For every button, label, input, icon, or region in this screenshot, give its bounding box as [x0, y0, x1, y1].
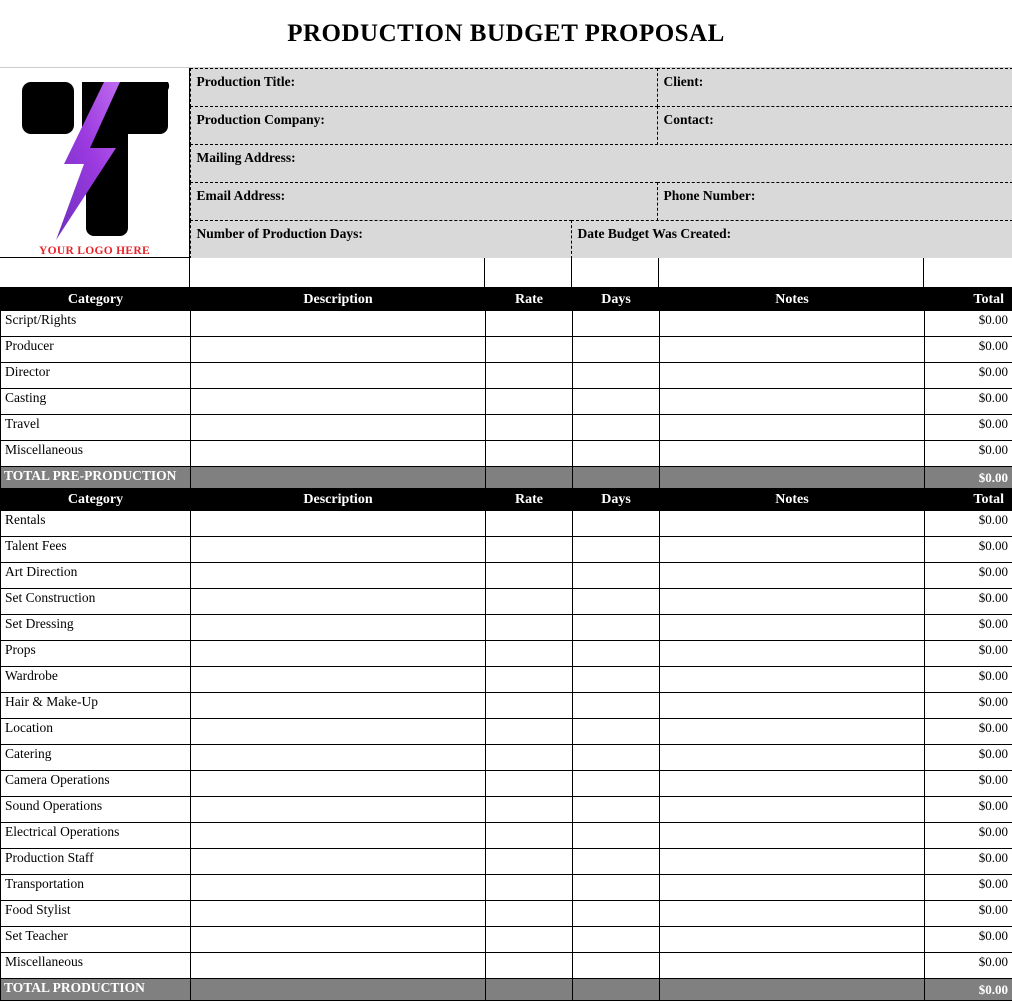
cell-notes[interactable] — [660, 797, 925, 823]
cell-category: Food Stylist — [1, 901, 191, 927]
field-mailing-address[interactable]: Mailing Address: — [190, 144, 1012, 183]
cell-days[interactable] — [573, 537, 660, 563]
spacer-cell — [572, 258, 659, 287]
cell-total: $0.00 — [925, 589, 1012, 615]
cell-total: $0.00 — [925, 745, 1012, 771]
cell-notes[interactable] — [660, 589, 925, 615]
cell-rate[interactable] — [486, 745, 573, 771]
cell-notes[interactable] — [660, 693, 925, 719]
cell-notes[interactable] — [660, 615, 925, 641]
header-field-row — [190, 106, 1012, 144]
cell-notes[interactable] — [660, 363, 925, 389]
section-total-blank-rate — [486, 979, 573, 1001]
cell-category: Props — [1, 641, 191, 667]
cell-total: $0.00 — [925, 363, 1012, 389]
section-total-row — [1, 467, 1012, 489]
cell-notes[interactable] — [660, 389, 925, 415]
table-row — [1, 311, 1012, 337]
cell-days[interactable] — [573, 615, 660, 641]
column-header-rate: Rate — [486, 489, 573, 511]
cell-total: $0.00 — [925, 337, 1012, 363]
column-header-rate: Rate — [486, 289, 573, 311]
cell-total: $0.00 — [925, 849, 1012, 875]
cell-category: Rentals — [1, 511, 191, 537]
cell-rate[interactable] — [486, 771, 573, 797]
cell-category: Hair & Make-Up — [1, 693, 191, 719]
cell-days[interactable] — [573, 641, 660, 667]
cell-description[interactable] — [191, 823, 486, 849]
cell-description[interactable] — [191, 953, 486, 979]
section-total-blank-desc — [191, 467, 486, 489]
cell-days[interactable] — [573, 693, 660, 719]
cell-category: Art Direction — [1, 563, 191, 589]
cell-notes[interactable] — [660, 641, 925, 667]
cell-total: $0.00 — [925, 563, 1012, 589]
cell-total: $0.00 — [925, 693, 1012, 719]
cell-total: $0.00 — [925, 511, 1012, 537]
cell-total: $0.00 — [925, 441, 1012, 467]
field-production-company[interactable]: Production Company: — [190, 106, 658, 145]
table-row — [1, 389, 1012, 415]
cell-description[interactable] — [191, 693, 486, 719]
cell-rate[interactable] — [486, 875, 573, 901]
table-row — [1, 927, 1012, 953]
cell-total: $0.00 — [925, 953, 1012, 979]
cell-description[interactable] — [191, 745, 486, 771]
cell-total: $0.00 — [925, 797, 1012, 823]
cell-rate[interactable] — [486, 589, 573, 615]
cell-rate[interactable] — [486, 927, 573, 953]
cell-total: $0.00 — [925, 875, 1012, 901]
logo-caption: YOUR LOGO HERE — [39, 245, 150, 257]
cell-days[interactable] — [573, 797, 660, 823]
cell-rate[interactable] — [486, 389, 573, 415]
table-row — [1, 511, 1012, 537]
header-field-row — [190, 182, 1012, 220]
cell-category: Set Construction — [1, 589, 191, 615]
cell-rate[interactable] — [486, 719, 573, 745]
section-total-blank-days — [573, 979, 660, 1001]
cell-description[interactable] — [191, 849, 486, 875]
header-field-row — [190, 220, 1012, 258]
cell-description[interactable] — [191, 511, 486, 537]
cell-rate[interactable] — [486, 823, 573, 849]
cell-category: Location — [1, 719, 191, 745]
cell-days[interactable] — [573, 311, 660, 337]
header-field-row — [190, 144, 1012, 182]
cell-description[interactable] — [191, 537, 486, 563]
cell-category: Transportation — [1, 875, 191, 901]
section-total-blank-notes — [660, 467, 925, 489]
table-row — [1, 953, 1012, 979]
cell-notes[interactable] — [660, 901, 925, 927]
cell-notes[interactable] — [660, 537, 925, 563]
cell-notes[interactable] — [660, 311, 925, 337]
cell-description[interactable] — [191, 875, 486, 901]
cell-days[interactable] — [573, 389, 660, 415]
cell-days[interactable] — [573, 337, 660, 363]
cell-category: Camera Operations — [1, 771, 191, 797]
cell-notes[interactable] — [660, 337, 925, 363]
cell-rate[interactable] — [486, 797, 573, 823]
cell-days[interactable] — [573, 667, 660, 693]
cell-rate[interactable] — [486, 693, 573, 719]
cell-category: Producer — [1, 337, 191, 363]
field-phone-number[interactable]: Phone Number: — [657, 182, 1012, 221]
cell-total: $0.00 — [925, 311, 1012, 337]
cell-notes[interactable] — [660, 849, 925, 875]
cell-rate[interactable] — [486, 641, 573, 667]
cell-rate[interactable] — [486, 615, 573, 641]
section-total-blank-days — [573, 467, 660, 489]
cell-description[interactable] — [191, 441, 486, 467]
cell-description[interactable] — [191, 667, 486, 693]
cell-total: $0.00 — [925, 389, 1012, 415]
cell-days[interactable] — [573, 363, 660, 389]
cell-notes[interactable] — [660, 823, 925, 849]
cell-notes[interactable] — [660, 441, 925, 467]
cell-description[interactable] — [191, 797, 486, 823]
cell-rate[interactable] — [486, 415, 573, 441]
table-row — [1, 745, 1012, 771]
field-production-title[interactable]: Production Title: — [190, 68, 658, 107]
cell-total: $0.00 — [925, 719, 1012, 745]
cell-days[interactable] — [573, 849, 660, 875]
cell-description[interactable] — [191, 415, 486, 441]
field-contact[interactable]: Contact: — [657, 106, 1012, 145]
header-fields — [190, 68, 1012, 258]
cell-description[interactable] — [191, 927, 486, 953]
cell-days[interactable] — [573, 441, 660, 467]
cell-rate[interactable] — [486, 563, 573, 589]
cell-category: Electrical Operations — [1, 823, 191, 849]
cell-rate[interactable] — [486, 849, 573, 875]
cell-notes[interactable] — [660, 667, 925, 693]
cell-days[interactable] — [573, 563, 660, 589]
cell-category: Talent Fees — [1, 537, 191, 563]
table-row — [1, 615, 1012, 641]
page-title: PRODUCTION BUDGET PROPOSAL — [287, 19, 725, 47]
spacer-cell — [924, 258, 1012, 287]
cell-category: Miscellaneous — [1, 441, 191, 467]
title-bar — [0, 0, 1012, 68]
cell-days[interactable] — [573, 719, 660, 745]
cell-notes[interactable] — [660, 875, 925, 901]
cell-notes[interactable] — [660, 745, 925, 771]
table-row — [1, 563, 1012, 589]
column-header-total: Total — [925, 489, 1012, 511]
cell-days[interactable] — [573, 901, 660, 927]
section-total-row — [1, 979, 1012, 1001]
cell-description[interactable] — [191, 363, 486, 389]
table-row — [1, 719, 1012, 745]
cell-rate[interactable] — [486, 953, 573, 979]
table-row — [1, 537, 1012, 563]
cell-rate[interactable] — [486, 901, 573, 927]
cell-total: $0.00 — [925, 823, 1012, 849]
cell-category: Casting — [1, 389, 191, 415]
cell-category: Set Teacher — [1, 927, 191, 953]
cell-category: Director — [1, 363, 191, 389]
cell-rate[interactable] — [486, 311, 573, 337]
cell-notes[interactable] — [660, 771, 925, 797]
cell-description[interactable] — [191, 641, 486, 667]
table-row — [1, 589, 1012, 615]
table-row — [1, 667, 1012, 693]
cell-days[interactable] — [573, 875, 660, 901]
logo-cell — [0, 68, 190, 258]
section-total-blank-notes — [660, 979, 925, 1001]
cell-days[interactable] — [573, 823, 660, 849]
table-row — [1, 849, 1012, 875]
section-total-blank-desc — [191, 979, 486, 1001]
cell-category: Sound Operations — [1, 797, 191, 823]
column-header-days: Days — [573, 289, 660, 311]
table-row — [1, 641, 1012, 667]
section-total-blank-rate — [486, 467, 573, 489]
cell-days[interactable] — [573, 953, 660, 979]
table-row — [1, 441, 1012, 467]
cell-days[interactable] — [573, 927, 660, 953]
cell-days[interactable] — [573, 745, 660, 771]
budget-table — [0, 288, 1012, 1001]
table-row — [1, 875, 1012, 901]
header-field-row — [190, 68, 1012, 106]
cell-total: $0.00 — [925, 615, 1012, 641]
column-header-description: Description — [191, 489, 486, 511]
column-header-category: Category — [1, 489, 191, 511]
cell-category: Catering — [1, 745, 191, 771]
header-info-block — [0, 68, 1012, 258]
cell-description[interactable] — [191, 563, 486, 589]
cell-rate[interactable] — [486, 667, 573, 693]
spacer-cell — [485, 258, 572, 287]
spacer-cell — [0, 258, 190, 287]
table-row — [1, 337, 1012, 363]
column-header-description: Description — [191, 289, 486, 311]
cell-days[interactable] — [573, 415, 660, 441]
table-header-row — [1, 489, 1012, 511]
table-row — [1, 693, 1012, 719]
column-header-category: Category — [1, 289, 191, 311]
cell-description[interactable] — [191, 771, 486, 797]
column-header-total: Total — [925, 289, 1012, 311]
cell-total: $0.00 — [925, 771, 1012, 797]
column-header-notes: Notes — [660, 289, 925, 311]
section-total-label: TOTAL PRE-PRODUCTION — [1, 467, 191, 489]
cell-notes[interactable] — [660, 563, 925, 589]
cell-days[interactable] — [573, 771, 660, 797]
cell-total: $0.00 — [925, 927, 1012, 953]
cell-notes[interactable] — [660, 415, 925, 441]
table-row — [1, 771, 1012, 797]
cell-description[interactable] — [191, 719, 486, 745]
cell-total: $0.00 — [925, 667, 1012, 693]
field-client[interactable]: Client: — [657, 68, 1012, 107]
cell-total: $0.00 — [925, 641, 1012, 667]
cell-total: $0.00 — [925, 415, 1012, 441]
cell-category: Wardrobe — [1, 667, 191, 693]
field-date-budget-created[interactable]: Date Budget Was Created: — [571, 220, 1012, 259]
cell-category: Travel — [1, 415, 191, 441]
cell-days[interactable] — [573, 589, 660, 615]
spacer-row — [0, 258, 1012, 288]
cell-notes[interactable] — [660, 511, 925, 537]
section-total-label: TOTAL PRODUCTION — [1, 979, 191, 1001]
cell-notes[interactable] — [660, 719, 925, 745]
cell-rate[interactable] — [486, 537, 573, 563]
cell-category: Set Dressing — [1, 615, 191, 641]
cell-description[interactable] — [191, 389, 486, 415]
spacer-cell — [190, 258, 485, 287]
cell-total: $0.00 — [925, 901, 1012, 927]
cell-description[interactable] — [191, 337, 486, 363]
cell-category: Miscellaneous — [1, 953, 191, 979]
table-row — [1, 363, 1012, 389]
cell-total: $0.00 — [925, 537, 1012, 563]
table-header-row — [1, 289, 1012, 311]
table-row — [1, 797, 1012, 823]
cell-rate[interactable] — [486, 363, 573, 389]
table-row — [1, 415, 1012, 441]
table-row — [1, 823, 1012, 849]
cell-notes[interactable] — [660, 953, 925, 979]
cell-days[interactable] — [573, 511, 660, 537]
cell-rate[interactable] — [486, 511, 573, 537]
cell-rate[interactable] — [486, 337, 573, 363]
field-email-address[interactable]: Email Address: — [190, 182, 658, 221]
section-total-value: $0.00 — [925, 979, 1012, 1001]
lightning-bolt-t-logo-icon — [20, 78, 170, 243]
cell-description[interactable] — [191, 615, 486, 641]
cell-description[interactable] — [191, 589, 486, 615]
cell-description[interactable] — [191, 901, 486, 927]
cell-category: Production Staff — [1, 849, 191, 875]
cell-notes[interactable] — [660, 927, 925, 953]
spacer-cell — [659, 258, 924, 287]
field-number-of-production-days[interactable]: Number of Production Days: — [190, 220, 572, 259]
column-header-days: Days — [573, 489, 660, 511]
cell-rate[interactable] — [486, 441, 573, 467]
cell-description[interactable] — [191, 311, 486, 337]
table-row — [1, 901, 1012, 927]
section-total-value: $0.00 — [925, 467, 1012, 489]
column-header-notes: Notes — [660, 489, 925, 511]
cell-category: Script/Rights — [1, 311, 191, 337]
